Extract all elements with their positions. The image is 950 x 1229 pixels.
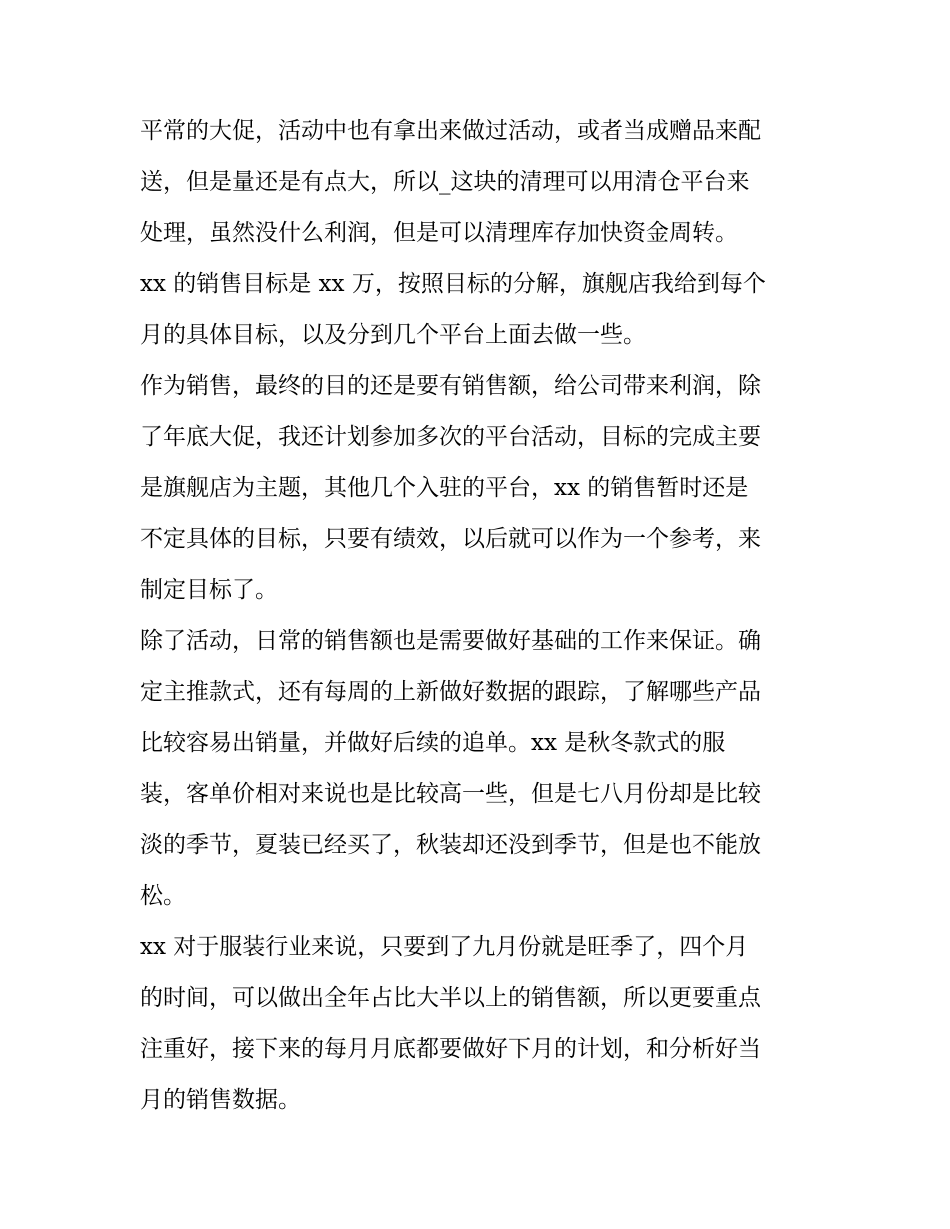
text-line: 注重好，接下来的每月月底都要做好下月的计划，和分析好当 <box>140 1036 761 1062</box>
text-line: 松。 <box>140 883 186 909</box>
text-line: 月的具体目标，以及分到几个平台上面去做一些。 <box>140 322 646 348</box>
text-line: 了年底大促，我还计划参加多次的平台活动，目标的完成主要 <box>140 424 761 450</box>
text-line: 的时间，可以做出全年占比大半以上的销售额，所以更要重点 <box>140 985 761 1011</box>
text-line: 定主推款式，还有每周的上新做好数据的跟踪，了解哪些产品 <box>140 679 761 705</box>
text-line: 送，但是量还是有点大，所以_这块的清理可以用清仓平台来 <box>140 169 750 195</box>
text-line: xx 对于服装行业来说，只要到了九月份就是旺季了，四个月 <box>140 934 749 960</box>
document-body <box>140 106 820 1126</box>
text-line: 淡的季节，夏装已经买了，秋装却还没到季节，但是也不能放 <box>140 832 761 858</box>
text-line: 比较容易出销量，并做好后续的追单。xx 是秋冬款式的服 <box>140 730 726 756</box>
text-line: 除了活动，日常的销售额也是需要做好基础的工作来保证。确 <box>140 628 761 654</box>
text-line: 平常的大促，活动中也有拿出来做过活动，或者当成赠品来配 <box>140 118 761 144</box>
text-line: 装，客单价相对来说也是比较高一些，但是七八月份却是比较 <box>140 781 761 807</box>
text-line: 是旗舰店为主题，其他几个入驻的平台，xx 的销售暂时还是 <box>140 475 749 501</box>
text-line: 制定目标了。 <box>140 577 278 603</box>
text-line: 不定具体的目标，只要有绩效，以后就可以作为一个参考，来 <box>140 526 761 552</box>
text-line: 月的销售数据。 <box>140 1087 301 1113</box>
text-line: 作为销售，最终的目的还是要有销售额，给公司带来利润，除 <box>140 373 761 399</box>
text-line: xx 的销售目标是 xx 万，按照目标的分解，旗舰店我给到每个 <box>140 271 766 297</box>
text-line: 处理，虽然没什么利润，但是可以清理库存加快资金周转。 <box>140 220 738 246</box>
